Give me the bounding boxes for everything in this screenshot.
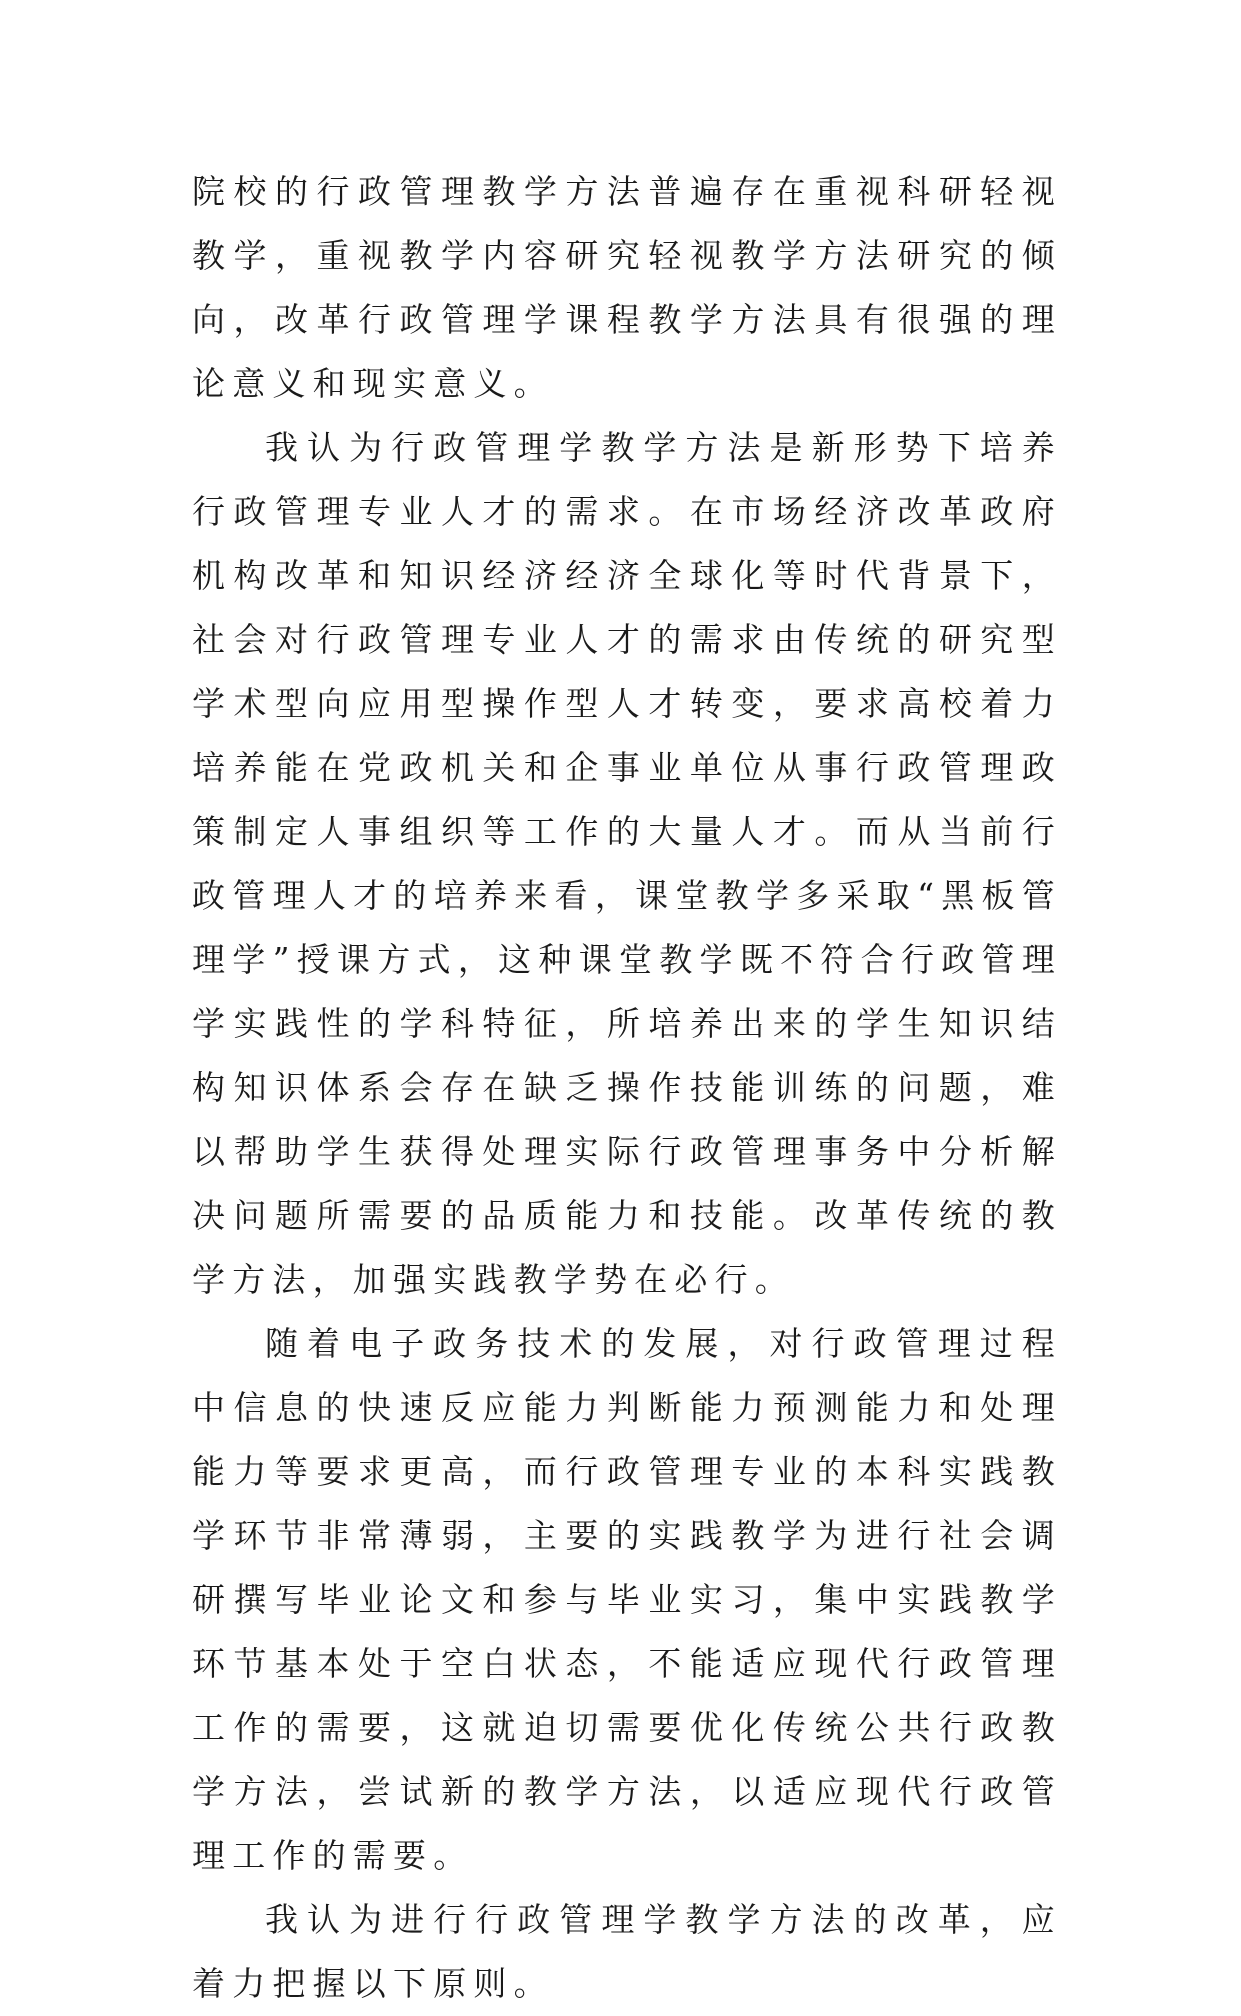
paragraph-3: 随着电子政务技术的发展，对行政管理过程中信息的快速反应能力判断能力预测能力和处理能力等要求更高，而行政管理专业的本科实践教学环节非常薄弱，主要的实践教学为进行社会调研撰写毕业论文和参与毕业实习，集中实践教学环节基本处于空白状态，不能适应现代行政管理工作的需要，这就迫切需要优化传统公共行政教学方法，尝试新的教学方法，以适应现代行政管理工作的需要。: [192, 1324, 1062, 1875]
paragraph-4: 我认为进行行政管理学教学方法的改革，应着力把握以下原则。: [192, 1900, 1062, 2003]
paragraph-2: 我认为行政管理学教学方法是新形势下培养行政管理专业人才的需求。在市场经济改革政府机构改革和知识经济经济全球化等时代背景下，社会对行政管理专业人才的需求由传统的研究型学术型向应用型操作型人才转变，要求高校着力培养能在党政机关和企事业单位从事行政管理政策制定人事组织等工作的大量人才。而从当前行政管理人才的培养来看，课堂教学多采取“黑板管理学”授课方式，这种课堂教学既不符合行政管理学实践性的学科特征，所培养出来的学生知识结构知识体系会存在缺乏操作技能训练的问题，难以帮助学生获得处理实际行政管理事务中分析解决问题所需要的品质能力和技能。改革传统的教学方法，加强实践教学势在必行。: [192, 428, 1062, 1299]
body-text: [192, 160, 1062, 2016]
paragraph-1: 院校的行政管理教学方法普遍存在重视科研轻视教学，重视教学内容研究轻视教学方法研究的倾向，改革行政管理学课程教学方法具有很强的理论意义和现实意义。: [192, 172, 1062, 403]
